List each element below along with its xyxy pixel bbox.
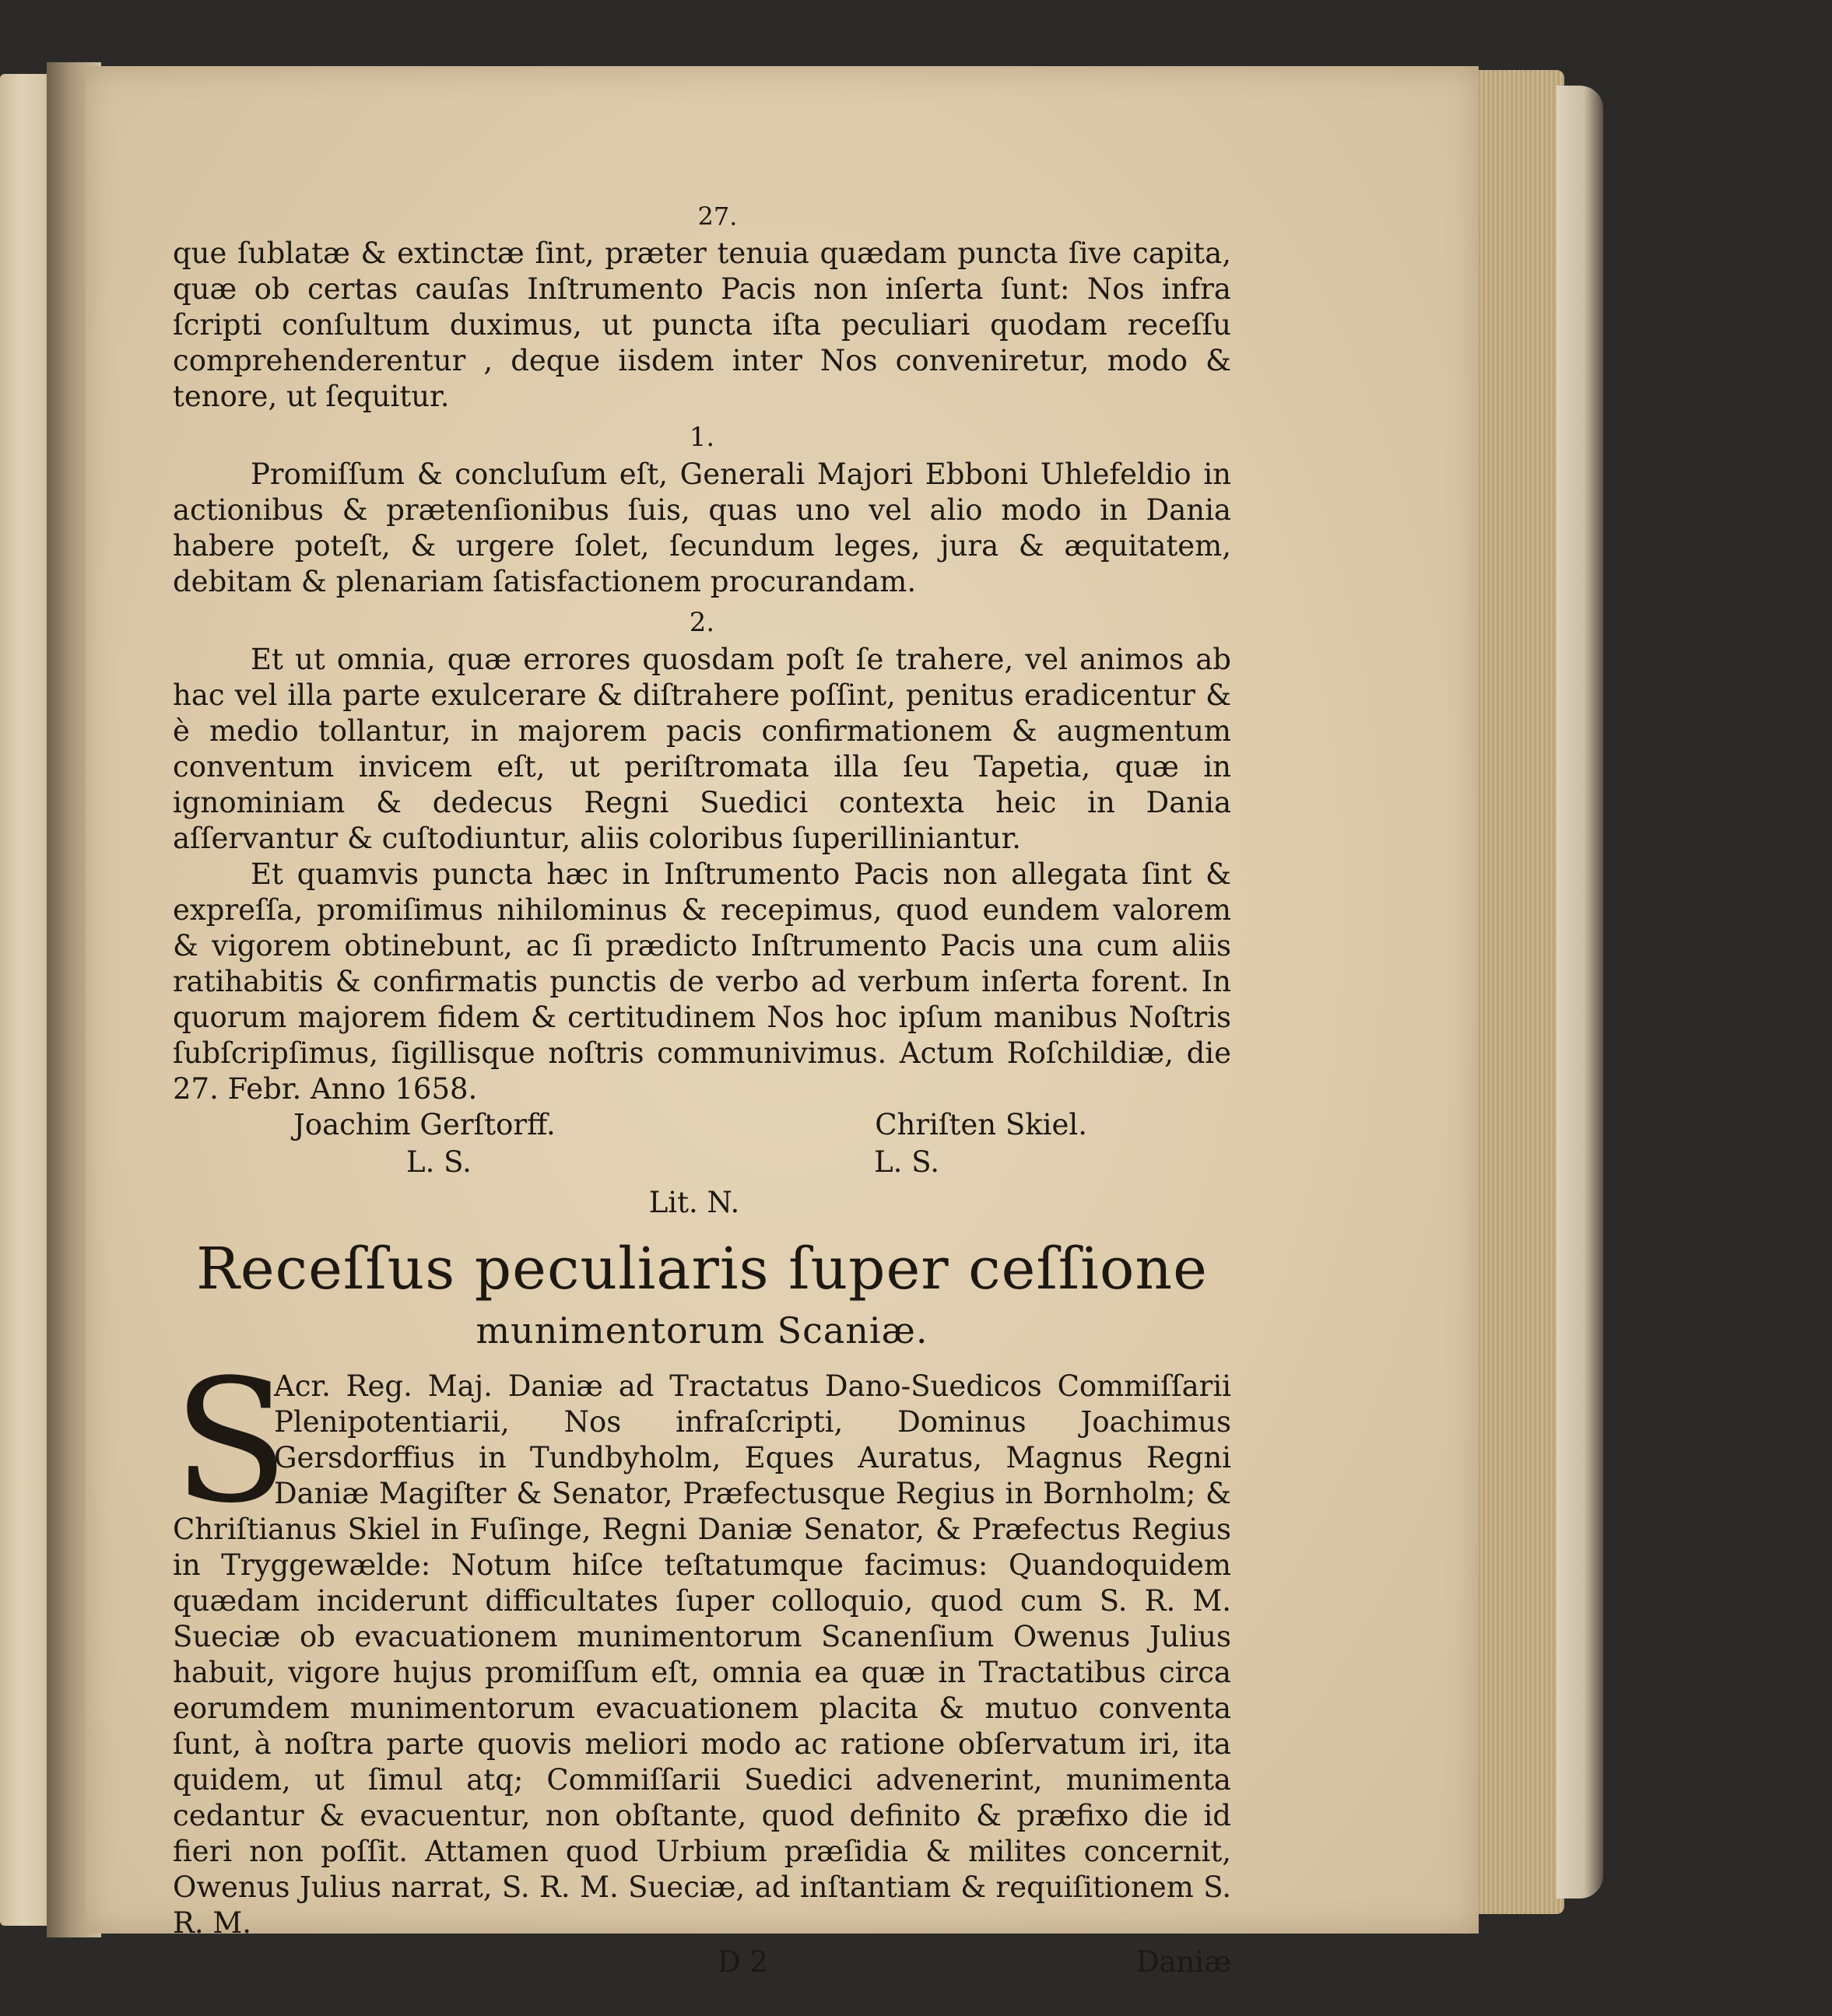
lit-label: Lit. N. (648, 1186, 740, 1219)
page-text (173, 198, 1231, 1980)
seal-left: L. S. (406, 1145, 472, 1179)
body-paragraph: Acr. Reg. Maj. Daniæ ad Tractatus Dano-Suedicos Commiſſarii Plenipotentiarii, Nos infraſcripti, Dominus Joachimus Gersdorffius in Tundbyholm, Eques Auratus, Magnus Regni Daniæ Magiſter & Senator, Præfectusque Regius in Bornholm; & Chriſtianus Skiel in Fuſinge, Regni Daniæ Senator, & Præfectus Regius in Tryggewælde: Notum hiſce teſtatumque facimus: Quandoquidem quædam inciderunt difficultates ſuper colloquio, quod cum S. R. M. Sueciæ ob evacuationem munimentorum Scanenſium Owenus Julius habuit, vigore hujus promiſſum eſt, omnia ea quæ in Tractatibus circa eorumdem munimentorum evacuationem placita & mutuo conventa ſunt, à noſtra parte quovis meliori modo ac ratione obſervatum iri, ita quidem, ut ſimul atq; Commiſſarii Suedici advenerint, munimenta cedantur & evacuentur, non obſtante, quod definito & præfixo die id fieri non poſſit. Attamen quod Urbium præſidia & milites concernit, Owenus Julius narrat, S. R. M. Sueciæ, ad inſtantiam & requiſitionem S. R. M. (173, 1369, 1231, 1940)
section-number-2: 2. (689, 607, 715, 638)
paragraph-2: Et ut omnia, quæ errores quosdam poſt ſe trahere, vel animos ab hac vel illa parte exulcerare & diſtrahere poſſint, penitus eradicentur & è medio tollantur, in majorem pacis confirmationem & augmentum conventum invicem eſt, ut periſtromata illa ſeu Tapetia, quæ in ignominiam & dedecus Regni Suedici contexta heic in Dania aſſervantur & cuſtodiuntur, aliis coloribus ſuperilliniantur. (173, 643, 1231, 855)
section-number-1: 1. (689, 422, 715, 453)
section-subheading: munimentorum Scaniæ. (476, 1310, 928, 1352)
catchword: Daniæ (1135, 1945, 1231, 1979)
signatures (173, 1107, 1231, 1143)
paragraph-1: Promiſſum & concluſum eſt, Generali Majori Ebboni Uhlefeldio in actionibus & prætenſionibus ſuis, quas uno vel alio modo in Dania habere poteſt, & urgere ſolet, ſecundum leges, jura & æquitatem, debitam & plenariam ſatisfactionem procurandam. (173, 458, 1231, 598)
page-number: 27. (697, 202, 738, 231)
page-footer (173, 1944, 1231, 1980)
signatory-gerstorff: Joachim Gerſtorff. (293, 1108, 556, 1141)
section-heading: Receſſus peculiaris ſuper ceſſione (196, 1236, 1208, 1303)
drop-cap: S (173, 1344, 290, 1541)
seal-right: L. S. (874, 1145, 939, 1179)
intro-paragraph: que ſublatæ & extinctæ ſint, præter tenuia quædam puncta ſive capita, quæ ob certas cauſas Inſtrumento Pacis non inſerta ſunt: Nos infra ſcripti conſultum duximus, ut puncta iſta peculiari quodam receſſu comprehenderentur , deque iisdem inter Nos conveniretur, modo & tenore, ut ſequitur. (173, 237, 1231, 413)
paragraph-3: Et quamvis puncta hæc in Inſtrumento Pacis non allegata ſint & expreſſa, promiſimus nihilominus & recepimus, quod eundem valorem & vigorem obtinebunt, ac ſi prædicto Inſtrumento Pacis una cum aliis ratihabitis & confirmatis punctis de verbo ad verbum inſerta forent. In quorum majorem fidem & certitudinem Nos hoc ipſum manibus Noſtris ſubſcripſimus, ſigillisque noſtris communivimus. Actum Roſchildiæ, die 27. Febr. Anno 1658. (173, 857, 1231, 1106)
signature-mark: D 2 (718, 1945, 768, 1979)
body-block (173, 1344, 1231, 1941)
seals (173, 1145, 1231, 1180)
book-cover-edge (1556, 86, 1603, 1899)
signatory-skiel: Chriſten Skiel. (875, 1108, 1087, 1141)
